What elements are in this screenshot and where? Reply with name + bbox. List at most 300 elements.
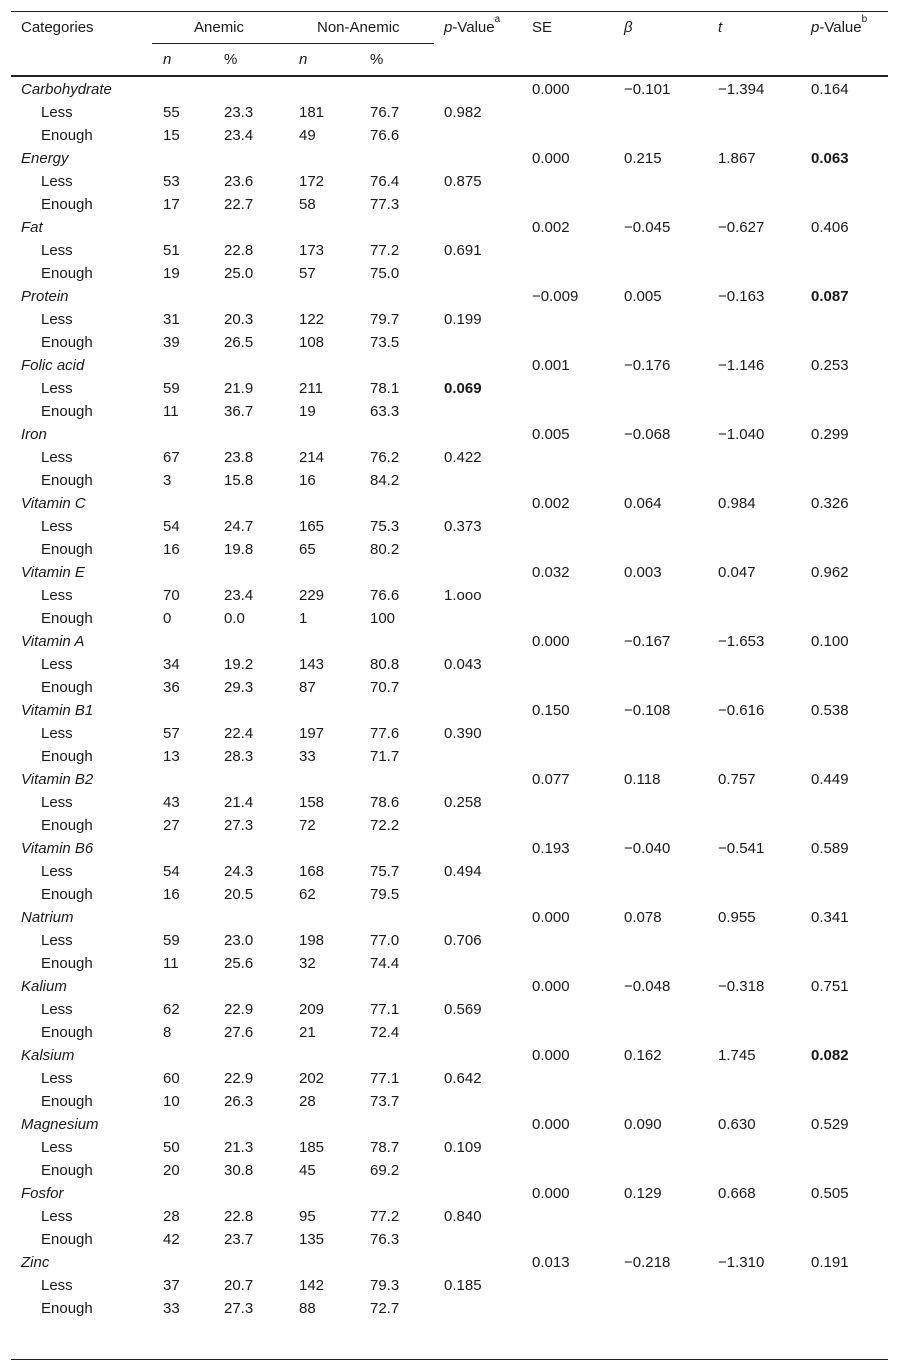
nonanemic-n: 165	[299, 518, 325, 535]
level-label: Enough	[41, 403, 93, 420]
p-value-b: 0.449	[811, 771, 849, 788]
p-value-a: 0.422	[444, 449, 482, 466]
anemic-pct: 29.3	[224, 679, 254, 696]
subcategory-row	[11, 883, 888, 906]
nonanemic-pct: 75.3	[370, 518, 400, 535]
subcategory-row	[11, 170, 888, 193]
category-row	[11, 1044, 888, 1067]
category-row	[11, 1251, 888, 1274]
beta-value: −0.101	[624, 81, 671, 98]
subcategory-row	[11, 308, 888, 331]
nonanemic-pct: 79.7	[370, 311, 400, 328]
header-anemic: Anemic	[194, 19, 245, 36]
level-label: Less	[41, 449, 73, 466]
beta-value: 0.005	[624, 288, 662, 305]
nonanemic-pct: 73.5	[370, 334, 400, 351]
se-value: 0.000	[532, 150, 570, 167]
subcategory-row	[11, 722, 888, 745]
p-value-a: 1.ooo	[444, 587, 482, 604]
nonanemic-n: 198	[299, 932, 325, 949]
p-value-a: 0.043	[444, 656, 482, 673]
level-label: Less	[41, 242, 73, 259]
subcategory-row	[11, 262, 888, 285]
p-value-a: 0.069	[444, 380, 482, 397]
category-name: Iron	[21, 426, 47, 443]
anemic-pct: 23.6	[224, 173, 254, 190]
level-label: Less	[41, 104, 73, 121]
anemic-pct: 15.8	[224, 472, 254, 489]
category-name: Fat	[21, 219, 43, 236]
header-p-value-a: p-Value$^a$	[444, 14, 501, 36]
subcategory-row	[11, 1228, 888, 1251]
category-name: Carbohydrate	[21, 81, 112, 98]
anemic-pct: 0.0	[224, 610, 245, 627]
subcategory-row	[11, 653, 888, 676]
anemic-pct: 30.8	[224, 1162, 254, 1179]
anemic-pct: 25.6	[224, 955, 254, 972]
category-row	[11, 906, 888, 929]
nonanemic-pct: 69.2	[370, 1162, 400, 1179]
level-label: Less	[41, 311, 73, 328]
subcategory-row	[11, 377, 888, 400]
level-label: Less	[41, 1208, 73, 1225]
anemic-n: 20	[163, 1162, 180, 1179]
category-row	[11, 837, 888, 860]
nonanemic-pct: 73.7	[370, 1093, 400, 1110]
beta-value: 0.129	[624, 1185, 662, 1202]
anemic-n: 27	[163, 817, 180, 834]
nonanemic-n: 143	[299, 656, 325, 673]
beta-value: 0.162	[624, 1047, 662, 1064]
subheader-nonanemic-n: n	[299, 51, 308, 68]
subheader-nonanemic-pct: %	[370, 51, 384, 68]
anemic-n: 34	[163, 656, 180, 673]
subcategory-row	[11, 791, 888, 814]
subcategory-row	[11, 538, 888, 561]
anemic-pct: 20.7	[224, 1277, 254, 1294]
se-value: 0.000	[532, 81, 570, 98]
subcategory-row	[11, 676, 888, 699]
anemic-n: 59	[163, 380, 180, 397]
category-row	[11, 630, 888, 653]
anemic-pct: 19.2	[224, 656, 254, 673]
nonanemic-pct: 77.1	[370, 1001, 400, 1018]
anemic-pct: 36.7	[224, 403, 254, 420]
se-value: 0.000	[532, 1047, 570, 1064]
t-value: 0.630	[718, 1116, 756, 1133]
beta-value: 0.003	[624, 564, 662, 581]
level-label: Less	[41, 863, 73, 880]
anemic-pct: 23.0	[224, 932, 254, 949]
se-value: 0.193	[532, 840, 570, 857]
anemic-pct: 20.5	[224, 886, 254, 903]
anemic-n: 8	[163, 1024, 172, 1041]
level-label: Enough	[41, 610, 93, 627]
nonanemic-n: 16	[299, 472, 316, 489]
level-label: Enough	[41, 748, 93, 765]
nonanemic-pct: 78.7	[370, 1139, 400, 1156]
category-name: Protein	[21, 288, 69, 305]
nonanemic-pct: 77.1	[370, 1070, 400, 1087]
subcategory-row	[11, 814, 888, 837]
nonanemic-pct: 74.4	[370, 955, 400, 972]
nonanemic-n: 197	[299, 725, 325, 742]
level-label: Enough	[41, 955, 93, 972]
level-label: Enough	[41, 679, 93, 696]
anemic-pct: 27.3	[224, 1300, 254, 1317]
t-value: −1.310	[718, 1254, 765, 1271]
category-row	[11, 492, 888, 515]
level-label: Less	[41, 380, 73, 397]
beta-value: 0.078	[624, 909, 662, 926]
nonanemic-pct: 76.6	[370, 587, 400, 604]
nonanemic-n: 72	[299, 817, 316, 834]
anemic-n: 60	[163, 1070, 180, 1087]
nonanemic-pct: 79.5	[370, 886, 400, 903]
t-value: −0.163	[718, 288, 765, 305]
level-label: Enough	[41, 817, 93, 834]
category-name: Kalsium	[21, 1047, 75, 1064]
anemic-pct: 26.3	[224, 1093, 254, 1110]
anemic-n: 53	[163, 173, 180, 190]
se-value: 0.000	[532, 978, 570, 995]
anemic-pct: 23.8	[224, 449, 254, 466]
se-value: 0.002	[532, 495, 570, 512]
nonanemic-pct: 77.6	[370, 725, 400, 742]
anemic-n: 33	[163, 1300, 180, 1317]
nonanemic-pct: 80.8	[370, 656, 400, 673]
nonanemic-n: 58	[299, 196, 316, 213]
anemic-pct: 22.8	[224, 1208, 254, 1225]
anemic-n: 50	[163, 1139, 180, 1156]
nonanemic-pct: 72.2	[370, 817, 400, 834]
se-value: 0.000	[532, 909, 570, 926]
p-value-a: 0.982	[444, 104, 482, 121]
subcategory-row	[11, 1090, 888, 1113]
t-value: 0.757	[718, 771, 756, 788]
beta-value: 0.064	[624, 495, 662, 512]
p-value-b: 0.406	[811, 219, 849, 236]
se-value: 0.000	[532, 1116, 570, 1133]
se-value: 0.032	[532, 564, 570, 581]
nonanemic-pct: 76.2	[370, 449, 400, 466]
category-row	[11, 1113, 888, 1136]
anemic-n: 13	[163, 748, 180, 765]
category-name: Kalium	[21, 978, 67, 995]
header-row	[11, 16, 888, 39]
beta-value: 0.118	[624, 771, 661, 788]
anemic-n: 57	[163, 725, 180, 742]
nonanemic-pct: 72.4	[370, 1024, 400, 1041]
se-value: 0.150	[532, 702, 570, 719]
category-row	[11, 699, 888, 722]
subcategory-row	[11, 400, 888, 423]
subcategory-row	[11, 1297, 888, 1320]
nonanemic-n: 19	[299, 403, 316, 420]
anemic-pct: 21.3	[224, 1139, 254, 1156]
level-label: Enough	[41, 1162, 93, 1179]
subheader-anemic-pct: %	[224, 51, 238, 68]
anemic-pct: 23.4	[224, 587, 254, 604]
nonanemic-n: 202	[299, 1070, 325, 1087]
anemic-n: 59	[163, 932, 180, 949]
nonanemic-pct: 76.3	[370, 1231, 400, 1248]
subheader-row	[11, 48, 888, 71]
anemic-pct: 24.7	[224, 518, 254, 535]
anemic-n: 36	[163, 679, 180, 696]
anemic-n: 17	[163, 196, 180, 213]
anemic-n: 55	[163, 104, 180, 121]
nonanemic-pct: 77.0	[370, 932, 400, 949]
subcategory-row	[11, 929, 888, 952]
nonanemic-n: 172	[299, 173, 325, 190]
nonanemic-n: 135	[299, 1231, 325, 1248]
anemic-pct: 22.8	[224, 242, 254, 259]
nonanemic-n: 21	[299, 1024, 316, 1041]
category-name: Folic acid	[21, 357, 85, 374]
se-value: 0.000	[532, 633, 570, 650]
nonanemic-pct: 78.6	[370, 794, 400, 811]
anemic-n: 70	[163, 587, 180, 604]
subcategory-row	[11, 1021, 888, 1044]
anemic-pct: 21.4	[224, 794, 254, 811]
beta-value: 0.215	[624, 150, 662, 167]
anemic-pct: 19.8	[224, 541, 254, 558]
nonanemic-n: 158	[299, 794, 325, 811]
subcategory-row	[11, 193, 888, 216]
anemic-n: 10	[163, 1093, 180, 1110]
se-value: 0.013	[532, 1254, 570, 1271]
p-value-a: 0.185	[444, 1277, 482, 1294]
p-value-a: 0.373	[444, 518, 482, 535]
level-label: Enough	[41, 541, 93, 558]
category-row	[11, 216, 888, 239]
level-label: Less	[41, 587, 73, 604]
anemic-pct: 24.3	[224, 863, 254, 880]
p-value-b: 0.100	[811, 633, 849, 650]
t-value: −1.146	[718, 357, 765, 374]
nonanemic-pct: 63.3	[370, 403, 400, 420]
anemic-n: 15	[163, 127, 180, 144]
anemic-n: 16	[163, 886, 180, 903]
beta-value: 0.090	[624, 1116, 662, 1133]
nonanemic-pct: 75.0	[370, 265, 400, 282]
group-underline	[152, 43, 434, 44]
beta-value: −0.040	[624, 840, 671, 857]
t-value: 0.984	[718, 495, 756, 512]
category-row	[11, 285, 888, 308]
anemic-pct: 27.3	[224, 817, 254, 834]
p-value-b: 0.299	[811, 426, 849, 443]
category-name: Vitamin B2	[21, 771, 94, 788]
header-bottom-rule	[11, 75, 888, 77]
nonanemic-n: 65	[299, 541, 316, 558]
nonanemic-pct: 76.6	[370, 127, 400, 144]
category-name: Energy	[21, 150, 69, 167]
t-value: 1.745	[718, 1047, 756, 1064]
nonanemic-pct: 84.2	[370, 472, 400, 489]
header-t: t	[718, 19, 723, 36]
t-value: −1.653	[718, 633, 765, 650]
nonanemic-pct: 80.2	[370, 541, 400, 558]
subcategory-row	[11, 239, 888, 262]
anemic-n: 54	[163, 518, 180, 535]
anemic-pct: 25.0	[224, 265, 254, 282]
nonanemic-n: 181	[299, 104, 325, 121]
level-label: Enough	[41, 1024, 93, 1041]
subheader-anemic-n: n	[163, 51, 172, 68]
anemic-pct: 26.5	[224, 334, 254, 351]
p-value-b: 0.164	[811, 81, 849, 98]
header-categories: Categories	[21, 19, 94, 36]
subcategory-row	[11, 998, 888, 1021]
nonanemic-n: 87	[299, 679, 316, 696]
nonanemic-pct: 75.7	[370, 863, 400, 880]
anemic-pct: 22.9	[224, 1001, 254, 1018]
anemic-n: 67	[163, 449, 180, 466]
nonanemic-n: 88	[299, 1300, 316, 1317]
anemic-n: 3	[163, 472, 172, 489]
level-label: Less	[41, 1070, 73, 1087]
p-value-a: 0.706	[444, 932, 482, 949]
p-value-a: 0.494	[444, 863, 482, 880]
subcategory-row	[11, 584, 888, 607]
t-value: −0.318	[718, 978, 765, 995]
se-value: 0.005	[532, 426, 570, 443]
anemic-pct: 22.4	[224, 725, 254, 742]
nonanemic-n: 209	[299, 1001, 325, 1018]
p-value-a: 0.875	[444, 173, 482, 190]
beta-value: −0.167	[624, 633, 671, 650]
nonanemic-n: 185	[299, 1139, 325, 1156]
subcategory-row	[11, 124, 888, 147]
nonanemic-n: 57	[299, 265, 316, 282]
anemic-n: 54	[163, 863, 180, 880]
nonanemic-pct: 76.4	[370, 173, 400, 190]
nonanemic-n: 122	[299, 311, 325, 328]
anemic-n: 43	[163, 794, 180, 811]
level-label: Enough	[41, 1300, 93, 1317]
nonanemic-n: 142	[299, 1277, 325, 1294]
p-value-b: 0.063	[811, 150, 849, 167]
t-value: −0.541	[718, 840, 765, 857]
category-row	[11, 78, 888, 101]
category-row	[11, 561, 888, 584]
nonanemic-n: 62	[299, 886, 316, 903]
category-name: Vitamin E	[21, 564, 85, 581]
anemic-n: 39	[163, 334, 180, 351]
p-value-b: 0.341	[811, 909, 849, 926]
p-value-a: 0.390	[444, 725, 482, 742]
level-label: Enough	[41, 472, 93, 489]
level-label: Enough	[41, 1093, 93, 1110]
se-value: 0.001	[532, 357, 570, 374]
anemic-n: 28	[163, 1208, 180, 1225]
level-label: Enough	[41, 1231, 93, 1248]
beta-value: −0.068	[624, 426, 671, 443]
nonanemic-pct: 77.3	[370, 196, 400, 213]
t-value: −0.627	[718, 219, 765, 236]
anemic-pct: 23.3	[224, 104, 254, 121]
nonanemic-pct: 71.7	[370, 748, 400, 765]
level-label: Less	[41, 1139, 73, 1156]
p-value-b: 0.326	[811, 495, 849, 512]
t-value: −1.040	[718, 426, 765, 443]
subcategory-row	[11, 331, 888, 354]
anemic-n: 11	[163, 403, 179, 420]
nonanemic-pct: 72.7	[370, 1300, 400, 1317]
p-value-a: 0.258	[444, 794, 482, 811]
beta-value: −0.218	[624, 1254, 671, 1271]
p-value-a: 0.199	[444, 311, 482, 328]
p-value-b: 0.589	[811, 840, 849, 857]
anemic-n: 19	[163, 265, 180, 282]
category-name: Vitamin C	[21, 495, 86, 512]
category-row	[11, 423, 888, 446]
category-name: Vitamin A	[21, 633, 85, 650]
category-row	[11, 768, 888, 791]
anemic-n: 37	[163, 1277, 180, 1294]
anemic-n: 0	[163, 610, 172, 627]
se-value: 0.000	[532, 1185, 570, 1202]
nonanemic-pct: 100	[370, 610, 396, 627]
level-label: Less	[41, 932, 73, 949]
se-value: −0.009	[532, 288, 579, 305]
p-value-b: 0.538	[811, 702, 849, 719]
subcategory-row	[11, 607, 888, 630]
level-label: Less	[41, 1001, 73, 1018]
subcategory-row	[11, 101, 888, 124]
nonanemic-pct: 78.1	[370, 380, 400, 397]
subcategory-row	[11, 745, 888, 768]
anemic-n: 31	[163, 311, 180, 328]
anemic-pct: 22.7	[224, 196, 254, 213]
nonanemic-n: 214	[299, 449, 325, 466]
p-value-a: 0.569	[444, 1001, 482, 1018]
t-value: −1.394	[718, 81, 765, 98]
level-label: Less	[41, 1277, 73, 1294]
anemic-pct: 28.3	[224, 748, 254, 765]
p-value-b: 0.087	[811, 288, 849, 305]
anemic-pct: 23.4	[224, 127, 254, 144]
category-row	[11, 1182, 888, 1205]
nonanemic-n: 49	[299, 127, 316, 144]
subcategory-row	[11, 1205, 888, 1228]
category-row	[11, 354, 888, 377]
nonanemic-n: 45	[299, 1162, 316, 1179]
anemic-pct: 22.9	[224, 1070, 254, 1087]
t-value: 1.867	[718, 150, 756, 167]
nonanemic-n: 173	[299, 242, 325, 259]
nonanemic-pct: 77.2	[370, 1208, 400, 1225]
subcategory-row	[11, 860, 888, 883]
subcategory-row	[11, 1274, 888, 1297]
p-value-b: 0.505	[811, 1185, 849, 1202]
p-value-b: 0.082	[811, 1047, 849, 1064]
subcategory-row	[11, 469, 888, 492]
nonanemic-pct: 77.2	[370, 242, 400, 259]
anemic-pct: 21.9	[224, 380, 254, 397]
anemic-n: 62	[163, 1001, 180, 1018]
level-label: Enough	[41, 334, 93, 351]
level-label: Enough	[41, 886, 93, 903]
subcategory-row	[11, 952, 888, 975]
nonanemic-pct: 76.7	[370, 104, 400, 121]
level-label: Less	[41, 794, 73, 811]
table-bottom-rule	[11, 1359, 888, 1360]
category-name: Natrium	[21, 909, 74, 926]
anemic-pct: 20.3	[224, 311, 254, 328]
